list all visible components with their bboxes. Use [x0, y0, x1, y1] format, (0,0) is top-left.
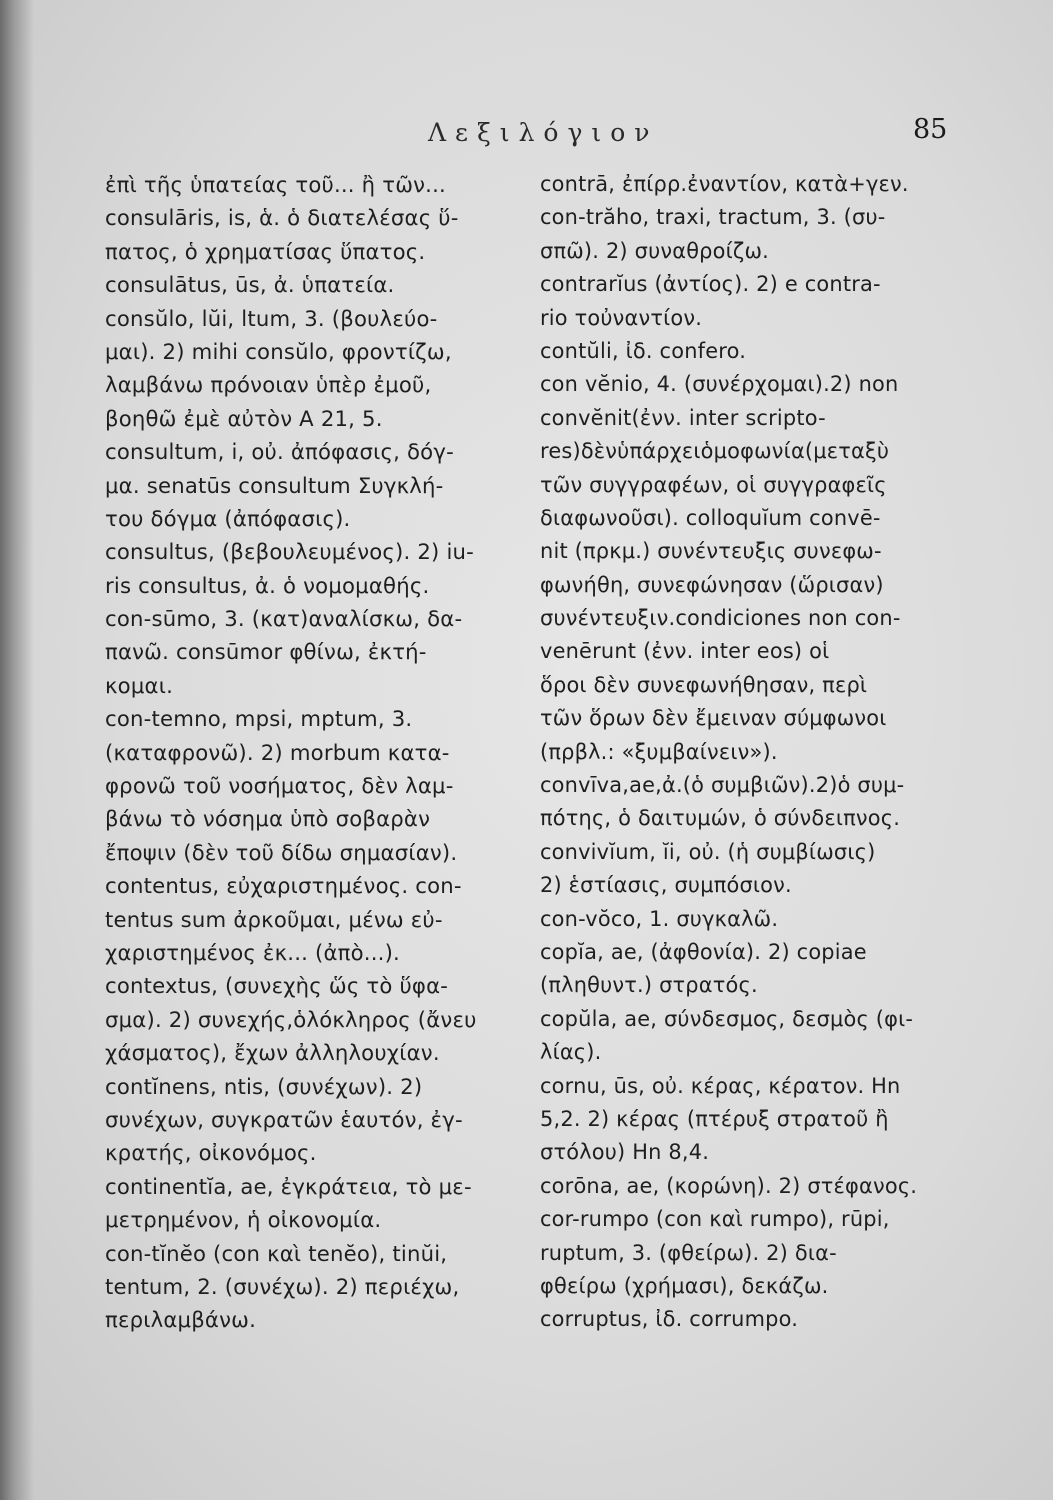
text-line: (πληθυντ.) στρατός.: [540, 973, 758, 998]
text-line: μαι). 2) mihi consŭlo, φροντίζω,: [105, 338, 452, 364]
text-line: corruptus, ἰδ. corrumpo.: [540, 1307, 799, 1332]
text-line: σμα). 2) συνεχής,ὁλόκληρος (ἄνευ: [105, 1006, 477, 1032]
text-line: cor-rumpo (con καὶ rumpo), rūpi,: [540, 1207, 890, 1232]
text-line: con-tĭnĕo (con καὶ tenĕo), tinŭi,: [105, 1240, 448, 1266]
text-line: (καταφρονῶ). 2) morbum κατα-: [105, 739, 450, 765]
text-line: 5,2. 2) κέρας (πτέρυξ στρατοῦ ἢ: [540, 1106, 889, 1131]
text-line: consultum, i, οὐ. ἀπόφασις, δόγ-: [105, 439, 454, 465]
text-line: con-sūmo, 3. (κατ)αναλίσκω, δα-: [105, 606, 463, 632]
text-line: κομαι.: [105, 672, 174, 698]
text-line: nit (πρκμ.) συνέντευξις συνεφω-: [540, 539, 882, 564]
text-line: φθείρω (χρήμασι), δεκάζω.: [540, 1273, 829, 1298]
text-line: copŭla, ae, σύνδεσμος, δεσμὸς (φι-: [540, 1006, 914, 1031]
text-line: πότης, ὁ δαιτυμών, ὁ σύνδειπνος.: [540, 806, 901, 831]
text-line: convivĭum, ĭi, οὐ. (ἡ συμβίωσις): [540, 839, 876, 864]
text-line: rio τοὐναντίον.: [540, 305, 703, 330]
text-line: διαφωνοῦσι). colloquĭum convē-: [540, 505, 881, 530]
text-line: ὅροι δὲν συνεφωνήθησαν, περὶ: [540, 672, 868, 697]
text-line: ris consultus, ἀ. ὁ νομομαθής.: [105, 572, 430, 598]
text-line: consŭlo, lŭi, ltum, 3. (βουλεύο-: [105, 305, 438, 331]
page-number: 85: [913, 114, 948, 145]
text-line: consultus, (βεβουλευμένος). 2) iu-: [105, 539, 475, 565]
book-spine-shadow: [0, 0, 34, 1500]
text-line: τῶν ὅρων δὲν ἔμειναν σύμφωνοι: [540, 706, 887, 731]
text-line: tentus sum ἀρκοῦμαι, μένω εὐ-: [105, 906, 443, 932]
text-line: con vĕnio, 4. (συνέρχομαι).2) non: [540, 372, 899, 397]
text-line: συνέχων, συγκρατῶν ἑαυτόν, ἐγ-: [105, 1106, 463, 1132]
text-line: χαριστημένος ἐκ... (ἀπὸ...).: [105, 939, 400, 965]
text-line: (πρβλ.: «ξυμβαίνειν»).: [540, 739, 778, 764]
text-line: 2) ἑστίασις, συμπόσιον.: [540, 873, 792, 898]
text-line: contrā, ἐπίρρ.ἐναντίον, κατὰ+γεν.: [540, 172, 909, 196]
running-title: Λεξιλόγιον: [428, 118, 659, 147]
text-line: μετρημένον, ἡ οἰκονομία.: [105, 1207, 382, 1233]
text-line: venērunt (ἐνν. inter eos) οἱ: [540, 639, 830, 664]
text-line: πανῶ. consūmor φθίνω, ἐκτή-: [105, 639, 427, 665]
text-line: contŭli, ἰδ. confero.: [540, 338, 747, 363]
text-line: φωνήθη, συνεφώνησαν (ὥρισαν): [540, 572, 884, 597]
text-line: φρονῶ τοῦ νοσήματος, δὲν λαμ-: [105, 773, 454, 799]
text-line: res)δὲνὑπάρχειὁμοφωνία(μεταξὺ: [540, 439, 890, 464]
text-line: contĭnens, ntis, (συνέχων). 2): [105, 1073, 423, 1099]
text-line: βάνω τὸ νόσημα ὑπὸ σοβαρὰν: [105, 806, 431, 832]
text-line: continentĭa, ae, ἐγκράτεια, τὸ με-: [105, 1173, 472, 1199]
text-line: consulātus, ūs, ἀ. ὑπατεία.: [105, 272, 395, 298]
text-line: con-vŏco, 1. συγκαλῶ.: [540, 906, 779, 931]
page-header: [0, 114, 1053, 148]
text-line: σπῶ). 2) συναθροίζω.: [540, 238, 769, 263]
text-line: στόλου) Hn 8,4.: [540, 1140, 710, 1165]
text-line: convĕnit(ἐνν. inter scripto-: [540, 405, 826, 430]
text-line: contentus, εὐχαριστημένος. con-: [105, 873, 462, 899]
text-line: convīva,ae,ἀ.(ὁ συμβιῶν).2)ὁ συμ-: [540, 773, 905, 798]
text-line: contrarĭus (ἀντίος). 2) e contra-: [540, 272, 881, 297]
text-line: consulāris, is, ἁ. ὁ διατελέσας ὕ-: [105, 205, 459, 231]
text-line: con-trăho, traxi, tractum, 3. (συ-: [540, 205, 886, 230]
left-column: [105, 168, 515, 1337]
text-line: cornu, ūs, οὐ. κέρας, κέρατον. Hn: [540, 1073, 901, 1098]
text-line: corōna, ae, (κορώνη). 2) στέφανος.: [540, 1173, 918, 1198]
text-line: λίας).: [540, 1040, 602, 1065]
text-line: tentum, 2. (συνέχω). 2) περιέχω,: [105, 1273, 460, 1299]
text-line: περιλαμβάνω.: [105, 1307, 257, 1333]
text-line: μα. senatūs consultum Συγκλή-: [105, 472, 444, 498]
text-line: βοηθῶ ἐμὲ αὐτὸν Α 21, 5.: [105, 405, 383, 431]
text-line: copĭa, ae, (ἀφθονία). 2) copiae: [540, 939, 867, 964]
text-line: τῶν συγγραφέων, οἱ συγγραφεῖς: [540, 472, 887, 497]
text-line: πατος, ὁ χρηματίσας ὕπατος.: [105, 238, 426, 264]
text-line: του δόγμα (ἀπόφασις).: [105, 505, 351, 531]
text-line: ruptum, 3. (φθείρω). 2) δια-: [540, 1240, 837, 1265]
text-line: λαμβάνω πρόνοιαν ὑπὲρ ἐμοῦ,: [105, 372, 432, 398]
text-line: ἐπὶ τῆς ὑπατείας τοῦ... ἢ τῶν...: [105, 172, 446, 197]
text-line: συνέντευξιν.condiciones non con-: [540, 606, 901, 631]
right-column: [540, 168, 950, 1337]
text-line: κρατής, οἰκονόμος.: [105, 1140, 317, 1166]
text-line: ἔποψιν (δὲν τοῦ δίδω σημασίαν).: [105, 839, 458, 865]
text-line: contextus, (συνεχὴς ὥς τὸ ὕφα-: [105, 973, 449, 999]
text-line: con-temno, mpsi, mptum, 3.: [105, 706, 413, 732]
text-line: χάσματος), ἔχων ἀλληλουχίαν.: [105, 1040, 440, 1066]
